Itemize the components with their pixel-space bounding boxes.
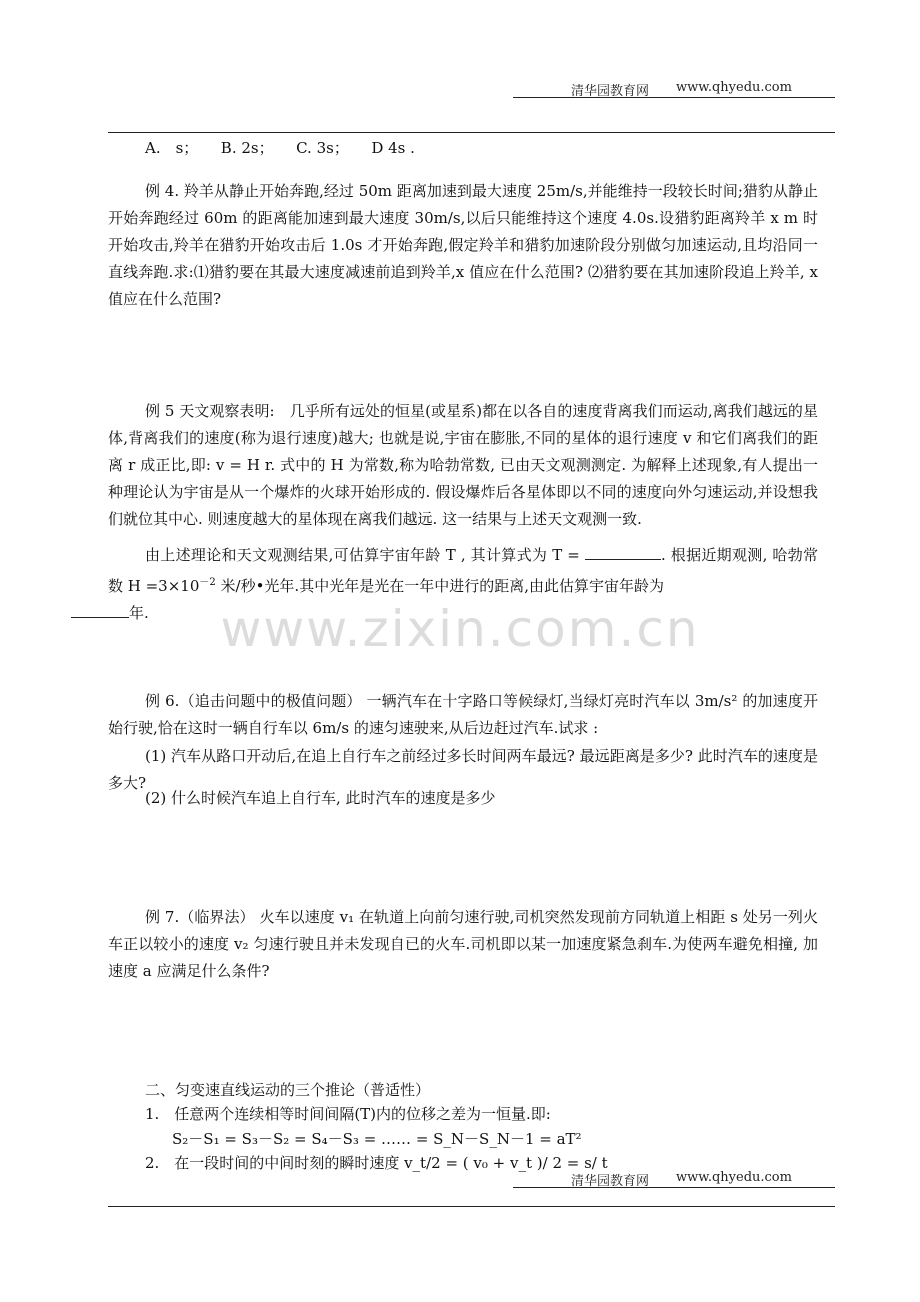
example-5-estimate-text-c: 米/秒•光年.其中光年是光在一年中进行的距离,由此估算宇宙年龄为	[215, 577, 664, 595]
example-5-estimate-text-a: 由上述理论和天文观测结果,可估算宇宙年龄 T , 其计算式为 T =	[145, 546, 585, 564]
example-5: 例 5 天文观察表明: 几乎所有远处的恒星(或星系)都在以各自的速度背离我们而运动,离我们越远的星体,背离我们的速度(称为退行速度)越大; 也就是说,宇宙在膨胀,不同的星体的退行速度 v 和它们离我们的距离 r 成正比,即: v = H r. 式中的 H 为常数,称为哈勃常数, 已由天文观测测定. 为解释上述现象,有人提出一种理论认为宇宙是从一个爆炸的火球开始形成的. 假设爆炸后各星体即以不同的速度向外匀速运动,并设想我们就位其中心. 则速度越大的星体现在离我们越远. 这一结果与上述天文观测一致.	[108, 402, 818, 528]
header-site-url: www.qhyedu.com	[676, 80, 792, 95]
example-6-question-1: (1) 汽车从路口开动后,在追上自行车之前经过多长时间两车最远? 最远距离是多少? 此时汽车的速度是多大?	[108, 747, 818, 792]
example-6: 例 6.（追击问题中的极值问题） 一辆汽车在十字路口等候绿灯,当绿灯亮时汽车以 3m/s² 的加速度开始行驶,恰在这时一辆自行车以 6m/s 的速匀速驶来,从后边赶过汽车.试求 :	[108, 692, 818, 737]
example-5-estimate-text-d: 年.	[129, 604, 149, 622]
header-rule-long	[108, 132, 835, 133]
header-site-name: 清华园教育网	[571, 84, 650, 99]
answer-options: A. s； B. 2s； C. 3s； D 4s .	[145, 139, 415, 157]
section-2-title: 二、匀变速直线运动的三个推论（普适性）	[145, 1081, 431, 1099]
section-2-item-1: 1. 任意两个连续相等时间间隔(T)内的位移之差为一恒量.即:	[145, 1105, 551, 1123]
footer-site-name: 清华园教育网	[571, 1174, 650, 1189]
example-5-estimate-text-b: . 根据近期观测, 哈勃常数 H =3×10	[108, 546, 818, 595]
exponent: －2	[199, 577, 216, 588]
watermark: www.zixin.com.cn	[220, 600, 700, 658]
footer-rule-long	[108, 1206, 835, 1207]
example-6-question-2: (2) 什么时候汽车追上自行车, 此时汽车的速度是多少	[145, 789, 496, 807]
example-4: 例 4. 羚羊从静止开始奔跑,经过 50m 距离加速到最大速度 25m/s,并能维持一段较长时间;猎豹从静止开始奔跑经过 60m 的距离能加速到最大速度 30m/s,以后只能维持这个速度 4.0s.设猎豹距离羚羊 x m 时开始攻击,羚羊在猎豹开始攻击后 1.0s 才开始奔跑,假定羚羊和猎豹加速阶段分别做匀加速运动,且均沿同一直线奔跑.求:⑴猎豹要在其最大速度减速前追到羚羊,x 值应在什么范围? ⑵猎豹要在其加速阶段追上羚羊, x 值应在什么范围?	[108, 182, 818, 308]
header-rule-short	[513, 97, 835, 98]
section-2-formula-1: S₂－S₁ = S₃－S₂ = S₄－S₃ = …… = S_N－S_N－1 = aT²	[172, 1130, 582, 1148]
footer-site-url: www.qhyedu.com	[676, 1170, 792, 1185]
example-7: 例 7.（临界法） 火车以速度 v₁ 在轨道上向前匀速行驶,司机突然发现前方同轨道上相距 s 处另一列火车正以较小的速度 v₂ 匀速行驶且并未发现自已的火车.司机即以某一加速度紧急刹车.为使两车避免相撞, 加速度 a 应满足什么条件?	[108, 908, 818, 980]
footer-rule-short	[513, 1187, 835, 1188]
answer-blank-formula[interactable]	[585, 545, 661, 560]
section-2-item-2: 2. 在一段时间的中间时刻的瞬时速度 v_t/2 = ( v₀ + v_t )/ 2 = s/ t	[145, 1154, 608, 1172]
